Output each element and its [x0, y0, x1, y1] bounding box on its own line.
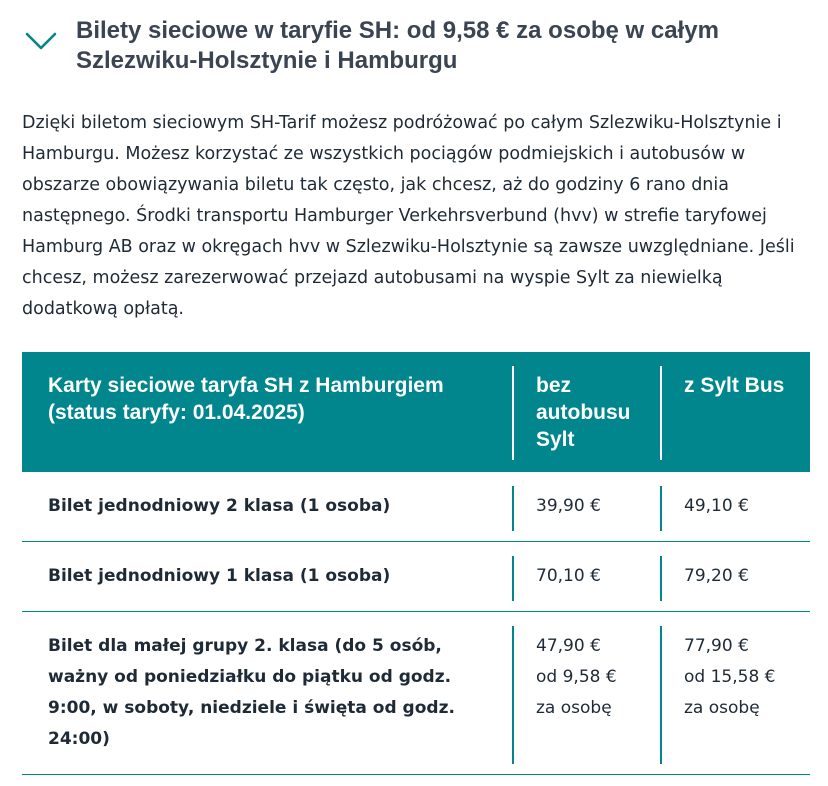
chevron-down-icon[interactable]: [24, 30, 58, 52]
price-with-sylt-per-person: od 15,58 €: [684, 667, 776, 687]
accordion-description: Dzięki biletom sieciowym SH-Tarif możesz podróżować po całym Szlezwiku-Holsztynie i Hamburgu. Możesz korzystać ze wszystkich pociągów podmiejskich i autobusów w obszarze obowiązywania biletu tak często, jak chcesz, aż do godziny 6 rano dnia następnego. Środki transportu Hamburger Verkehrsverbund (hvv) w strefie taryfowej Hamburg AB oraz w okręgach hvv w Szlezwiku-Holsztynie są zawsze uwzględniane. Jeśli chcesz, możesz zarezerwować przejazd autobusami na wyspie Sylt za niewielką dodatkową opłatą.: [22, 113, 795, 319]
table-row: [22, 472, 810, 542]
ticket-label: Bilet dla małej grupy 2. klasa (do 5 osób, ważny od poniedziałku do piątku od godz. 9:00, w soboty, niedziele i święta od godz. 24:00): [48, 636, 455, 749]
table-row: [22, 612, 810, 775]
price-without-sylt-total: 47,90 €: [536, 636, 601, 656]
price-without-sylt: 70,10 €: [536, 566, 601, 586]
column-divider: [512, 556, 514, 601]
column-divider: [512, 366, 514, 460]
column-divider: [512, 626, 514, 764]
column-divider: [660, 486, 662, 531]
column-divider: [512, 486, 514, 531]
header-with-sylt: [660, 352, 810, 472]
header-without-sylt-label: bez autobusu Sylt: [536, 374, 631, 451]
column-divider: [660, 366, 662, 460]
table-row: [22, 542, 810, 612]
price-with-sylt: 79,20 €: [684, 566, 749, 586]
accordion-title[interactable]: Bilety sieciowe w taryfie SH: od 9,58 € za osobę w całym Szlezwiku-Holsztynie i Hamburgu: [76, 17, 719, 74]
header-with-sylt-label: z Sylt Bus: [684, 374, 785, 397]
price-without-sylt: 39,90 €: [536, 496, 601, 516]
price-without-sylt-per-person: od 9,58 €: [536, 667, 617, 687]
column-divider: [660, 626, 662, 764]
ticket-label: Bilet jednodniowy 1 klasa (1 osoba): [48, 566, 391, 586]
price-without-sylt-unit: za osobę: [536, 698, 612, 718]
column-divider: [660, 556, 662, 601]
tariff-table: [22, 352, 810, 775]
ticket-label: Bilet jednodniowy 2 klasa (1 osoba): [48, 496, 391, 516]
price-with-sylt-unit: za osobę: [684, 698, 760, 718]
table-header-row: [22, 352, 810, 472]
header-without-sylt: [512, 352, 660, 472]
price-without-sylt: [512, 612, 660, 724]
price-with-sylt: [660, 612, 810, 724]
price-with-sylt: 49,10 €: [684, 496, 749, 516]
header-ticket-type-label: Karty sieciowe taryfa SH z Hamburgiem (status taryfy: 01.04.2025): [48, 374, 444, 424]
accordion-header[interactable]: [0, 14, 828, 78]
price-with-sylt-total: 77,90 €: [684, 636, 749, 656]
header-ticket-type: [22, 352, 512, 472]
